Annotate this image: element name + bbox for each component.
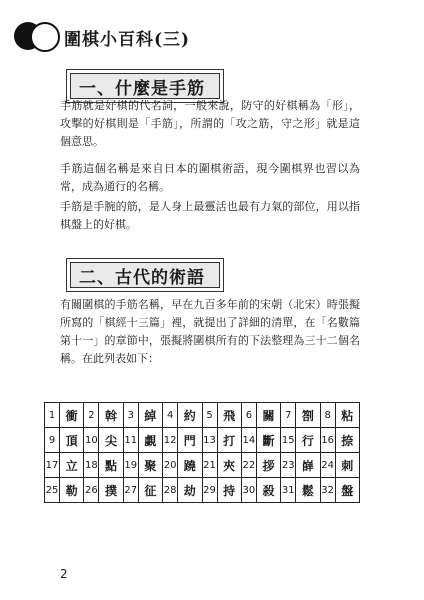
paragraph-4: 有關圍棋的手筋名稱，早在九百多年前的宋朝（北宋）時張擬所寫的「棋經十三篇」裡，就提出了詳細的清單，在「名數篇第十一」的章節中，張擬將圍棋所有的下法整理為三十二個名稱。在此列表如下：	[60, 298, 360, 365]
term-number: 29	[202, 478, 217, 503]
term-name: 飛	[217, 403, 241, 428]
term-number: 6	[241, 403, 256, 428]
term-name: 鬆	[296, 478, 320, 503]
term-name: 嶭	[296, 453, 320, 478]
table-row	[45, 478, 360, 503]
term-number: 24	[320, 453, 335, 478]
term-name: 門	[178, 428, 202, 453]
term-name: 刺	[335, 453, 359, 478]
term-number: 20	[163, 453, 178, 478]
term-name: 殺	[256, 478, 280, 503]
term-name: 捺	[335, 428, 359, 453]
term-number: 13	[202, 428, 217, 453]
term-number: 10	[84, 428, 99, 453]
term-number: 12	[163, 428, 178, 453]
term-number: 7	[281, 403, 296, 428]
term-name: 行	[296, 428, 320, 453]
term-number: 23	[281, 453, 296, 478]
term-name: 斷	[256, 428, 280, 453]
term-name: 劄	[296, 403, 320, 428]
term-number: 19	[123, 453, 138, 478]
term-name: 拶	[256, 453, 280, 478]
term-name: 粘	[335, 403, 359, 428]
table-row	[45, 453, 360, 478]
white-circle-icon	[30, 22, 60, 52]
term-number: 17	[45, 453, 60, 478]
table-row	[45, 428, 360, 453]
page-title: 圍棋小百科(三)	[64, 30, 191, 50]
term-name: 聚	[138, 453, 162, 478]
term-number: 18	[84, 453, 99, 478]
term-number: 15	[281, 428, 296, 453]
term-number: 27	[123, 478, 138, 503]
term-name: 劫	[178, 478, 202, 503]
term-name: 斡	[99, 403, 123, 428]
term-name: 關	[256, 403, 280, 428]
term-name: 夾	[217, 453, 241, 478]
term-name: 征	[138, 478, 162, 503]
term-name: 覷	[138, 428, 162, 453]
terms-table-container	[44, 402, 360, 503]
term-number: 26	[84, 478, 99, 503]
term-number: 28	[163, 478, 178, 503]
term-number: 31	[281, 478, 296, 503]
term-name: 持	[217, 478, 241, 503]
term-number: 2	[84, 403, 99, 428]
section-heading-2: 二、古代的術語	[70, 262, 220, 288]
term-name: 勒	[60, 478, 84, 503]
term-number: 8	[320, 403, 335, 428]
term-number: 21	[202, 453, 217, 478]
term-name: 打	[217, 428, 241, 453]
paragraph-1: 手筋就是好棋的代名詞，一般來說，防守的好棋稱為「形」，攻擊的好棋則是「手筋」，所謂的「攻之筋，守之形」就是這個意思。	[60, 99, 360, 148]
table-row	[45, 403, 360, 428]
term-number: 32	[320, 478, 335, 503]
term-number: 5	[202, 403, 217, 428]
term-name: 尖	[99, 428, 123, 453]
term-name: 立	[60, 453, 84, 478]
page-number: 2	[60, 567, 68, 581]
term-number: 22	[241, 453, 256, 478]
term-number: 30	[241, 478, 256, 503]
term-name: 撲	[99, 478, 123, 503]
paragraph-3: 手筋是手腕的筋，是人身上最靈活也最有力氣的部位，用以指棋盤上的好棋。	[60, 200, 360, 231]
term-number: 9	[45, 428, 60, 453]
term-name: 約	[178, 403, 202, 428]
term-number: 1	[45, 403, 60, 428]
term-number: 3	[123, 403, 138, 428]
term-number: 14	[241, 428, 256, 453]
term-name: 點	[99, 453, 123, 478]
page-header	[14, 22, 274, 52]
term-name: 蹺	[178, 453, 202, 478]
term-number: 11	[123, 428, 138, 453]
term-number: 16	[320, 428, 335, 453]
term-name: 頂	[60, 428, 84, 453]
term-number: 4	[163, 403, 178, 428]
terms-table	[44, 402, 360, 503]
term-name: 盤	[335, 478, 359, 503]
term-name: 綽	[138, 403, 162, 428]
paragraph-2: 手筋這個名稱是來自日本的圍棋術語，現今圍棋界也習以為常，成為通行的名稱。	[60, 162, 360, 193]
term-name: 衝	[60, 403, 84, 428]
term-number: 25	[45, 478, 60, 503]
section-heading-1: 一、什麼是手筋	[70, 73, 220, 99]
